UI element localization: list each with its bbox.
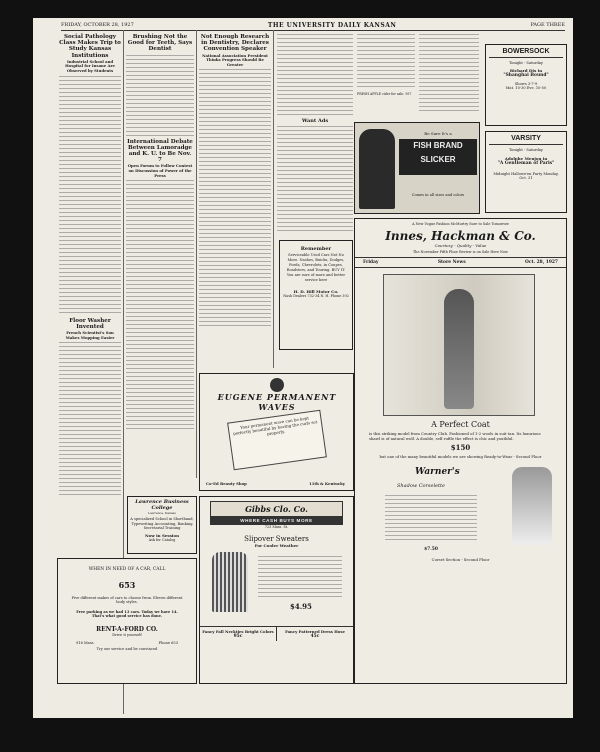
ford-top-line: WHEN IN NEED OF A CAR, CALL xyxy=(88,567,166,572)
neckties-price: 95c xyxy=(233,634,243,639)
innes-sub: The November Fifth Floor Review is on Sale Here Now xyxy=(413,250,508,254)
remember-heading: Remember xyxy=(300,246,332,252)
bowersock-theater-ad xyxy=(485,44,567,126)
column-4 xyxy=(277,32,353,236)
varsity-star: Adolphe Menjou in xyxy=(504,156,548,161)
fish-line2: Comes in all sizes and colors xyxy=(411,193,465,197)
corselette-figure-icon xyxy=(512,467,552,545)
slicker-figure-icon xyxy=(359,129,395,209)
corset-section: Corset Section - Second Floor xyxy=(431,557,490,562)
newspaper-masthead: THE UNIVERSITY DAILY KANSAN xyxy=(267,21,397,29)
bowersock-film: "Shanghai Bound" xyxy=(503,73,549,78)
bowersock-shows: Shows 3-7-9 xyxy=(514,82,538,86)
college-title: Lawrence Business College xyxy=(135,499,189,511)
hose-cell xyxy=(277,627,353,641)
article-body xyxy=(126,55,194,137)
sweater-figure-icon xyxy=(212,552,248,612)
gibbs-store-name: Gibbs Clo. Co. xyxy=(210,501,343,517)
hill-motor-name: H. D. Hill Motor Co. xyxy=(293,289,339,295)
eugene-emblem-icon xyxy=(270,378,284,392)
fish-brand-name: FISH BRAND SLICKER xyxy=(399,139,477,175)
neckties-cell xyxy=(200,627,277,641)
classified-listings xyxy=(357,34,415,90)
coat-title: A Perfect Coat xyxy=(431,420,490,429)
innes-date: Oct. 28, 1927 xyxy=(525,260,558,265)
subhead-industrial-school: Industrial School and Hospital for Insane Are Observed by Students xyxy=(65,58,115,73)
article-body xyxy=(59,342,121,497)
ford-footer: Try our service and be convinced xyxy=(96,647,158,651)
varsity-theater-ad xyxy=(485,131,567,213)
hose-price: 45c xyxy=(310,634,320,639)
gibbs-address: 723 Mass. St. xyxy=(264,525,289,529)
corselette-body xyxy=(385,495,477,541)
classified-listings xyxy=(419,34,479,114)
headline-international-debate: International Debate Between Lamoradge and K. U. to Be Nov. 7 xyxy=(127,138,193,164)
gibbs-sweaters-ad xyxy=(199,496,354,684)
bowersock-title: BOWERSOCK xyxy=(489,48,563,58)
business-college-ad xyxy=(127,496,197,554)
warners-brand: Warner's xyxy=(415,467,460,477)
neckties-label: Fancy Fall Neckties Bright Colors xyxy=(202,629,274,634)
classified-listings xyxy=(277,126,353,234)
innes-top-line: A New Vogue Fashion McMurtry Sure to Sale Tomorrow xyxy=(412,222,509,226)
ford-sub: Drive it yourself xyxy=(112,633,142,637)
classified-column xyxy=(357,32,415,96)
column-1 xyxy=(59,32,121,499)
ford-contact-row xyxy=(62,637,192,645)
classified-apple-cider: FRESH APPLE cider for sale. 957 xyxy=(357,92,412,96)
bowersock-prices: Mat. 10-30 Eve. 10-50 xyxy=(505,86,547,90)
ford-p1: Five different makes of cars to choose from. Eleven different body styles. xyxy=(71,596,183,604)
ford-p2: Free parking as we had 13 cars. Today we have 14. That's what good service has done. xyxy=(76,610,178,618)
headline-brushing: Brushing Not the Good for Teeth, Says Dentist xyxy=(127,34,193,53)
bowersock-star: Richard Dix in xyxy=(509,68,543,73)
innes-tagline: Courtesy - Quality - Value xyxy=(434,243,487,248)
varsity-title: VARSITY xyxy=(489,135,563,145)
shadow-corselette: Shadow Corselette xyxy=(397,483,445,489)
sweater-body xyxy=(258,556,342,600)
ford-address: 916 Mass. xyxy=(76,641,95,645)
gibbs-bottom-row xyxy=(200,626,353,641)
column-rule xyxy=(273,30,274,368)
coat-model-figure-icon xyxy=(444,289,474,409)
eugene-shop: Co-Ed Beauty Shop xyxy=(206,481,247,486)
hill-motor-address: Nash Dealers 732-34 N. H. Phone 392 xyxy=(283,294,349,299)
article-body xyxy=(59,76,121,316)
fish-brand-slicker-ad xyxy=(354,122,480,214)
sweater-illustration xyxy=(200,548,353,620)
college-session: Now in Session xyxy=(144,532,179,538)
varsity-party: Midnight Hallowe'en Party Monday, Oct. 31 xyxy=(493,172,559,180)
innes-hackman-ad xyxy=(354,218,567,684)
eugene-message: Your permanent wave can be kept perfectly beautiful by having the curls set properly. xyxy=(227,410,327,471)
ford-company-name: RENT-A-FORD CO. xyxy=(96,626,158,633)
eugene-brand: EUGENE PERMANENT WAVES xyxy=(217,392,337,412)
coat-description: is this striking model from Country Club. Fashioned of 1-2 wools in suit tan. Its luxurious shawl is of natural wolf. A double, self ruffle the effect is chic and youthful. xyxy=(369,431,541,441)
corselette-price: $7.50 xyxy=(424,547,438,552)
article-body xyxy=(126,180,194,430)
ford-phone-number: 653 xyxy=(118,580,136,590)
hill-motor-ad xyxy=(279,240,353,350)
rent-a-ford-ad xyxy=(57,558,197,684)
headline-social-pathology: Social Pathology Class Makes Trip to Study Kansas Institutions xyxy=(59,34,121,59)
college-body: A specialized School in Shorthand, Typewriting Accounting, Banking Secretarial Training xyxy=(130,517,194,531)
page-number: PAGE THREE xyxy=(530,22,565,28)
innes-day: Friday xyxy=(363,260,379,265)
ford-phone: Phone 653 xyxy=(158,641,178,645)
eugene-address: 11th & Kentucky xyxy=(309,481,345,486)
varsity-film: "A Gentleman of Paris" xyxy=(497,161,555,166)
innes-store-news: Store News xyxy=(437,260,466,265)
bowersock-days: Tonight - Saturday xyxy=(509,61,543,65)
subhead-national-association: National Association President Thinks Progress Should Be Greater xyxy=(202,52,268,67)
headline-research-dentistry: Not Enough Research in Dentistry, Declares Convention Speaker xyxy=(200,34,270,53)
innes-store-name: Innes, Hackman & Co. xyxy=(385,229,536,243)
column-3 xyxy=(199,32,271,331)
subhead-open-forum: Open Forum to Follow Contest on Discussion of Power of the Press xyxy=(127,163,193,178)
article-body xyxy=(277,34,353,116)
coat-illustration xyxy=(355,268,566,418)
warners-section xyxy=(355,465,566,575)
fish-line1: Be Sure It's a xyxy=(424,131,452,136)
varsity-days: Tonight - Saturday xyxy=(509,148,543,152)
sweaters-title: Slipover Sweaters xyxy=(244,535,309,543)
coat-models-line: but one of the many beautiful models we are showing Ready-to-Wear - Second Floor xyxy=(379,454,542,459)
column-2 xyxy=(126,32,194,432)
hose-label: Fancy Patterned Dress Hose xyxy=(285,629,345,634)
eugene-waves-ad xyxy=(199,373,354,491)
page-header xyxy=(61,20,565,31)
coat-price: $150 xyxy=(450,443,471,452)
innes-date-bar xyxy=(355,257,566,268)
college-city: Lawrence, Kansas xyxy=(148,511,176,515)
want-ads-heading: Want Ads xyxy=(301,118,329,124)
gibbs-tagline: WHERE CASH BUYS MORE xyxy=(210,517,343,525)
header-date: FRIDAY, OCTOBER 28, 1927 xyxy=(61,22,134,28)
college-catalog: Ask for Catalog xyxy=(148,537,176,542)
article-body xyxy=(199,69,271,329)
sweater-price: $4.95 xyxy=(290,602,312,611)
subhead-french-scientist: French Scientist's Son Makes Mopping Easier xyxy=(65,330,115,340)
remember-body: Serviceable Used Cars Not No More. Nashes, Buicks, Dodges, Fords, Chevrolets, in Coupes, Roadsters, and Touring. BUY IT. You are sure of more and better service here xyxy=(286,253,346,283)
newspaper-page xyxy=(33,18,573,718)
column-rule xyxy=(196,30,197,478)
classified-column-2 xyxy=(419,32,479,116)
sweaters-sub: For Cooler Weather xyxy=(254,543,299,548)
headline-floor-washer: Floor Washer Invented xyxy=(69,317,111,330)
